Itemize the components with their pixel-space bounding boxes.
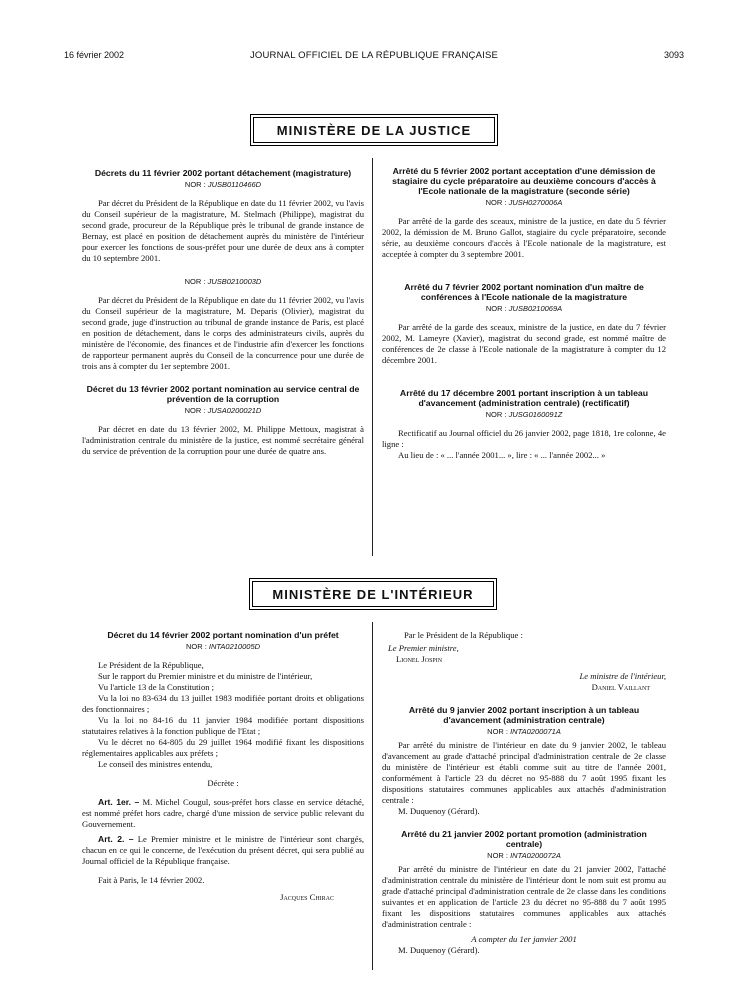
nor-reference: NOR : JUSB0210069A <box>485 304 563 313</box>
arrete-title: Arrêté du 17 décembre 2001 portant inscription à un tableau d'avancement (administration centrale) (rectificatif) <box>399 388 649 408</box>
signer-name: Jacques Chirac <box>280 892 334 902</box>
ministry-title-justice: MINISTÈRE DE LA JUSTICE <box>253 117 495 143</box>
arrete-title: Arrêté du 9 janvier 2002 portant inscription à un tableau d'avancement (administration centrale) <box>408 705 640 725</box>
arrete-text: Par arrêté de la garde des sceaux, ministre de la justice, en date du 7 février 2002, M. Lameyre (Xavier), magistrat du second grade, est nommé maître de conférences de 2e classe à l'Ecole nationale de la magistrature à compter du 12 décembre 2001. <box>382 322 666 365</box>
nor-reference: NOR : JUSA0200021D <box>184 406 262 415</box>
column-divider <box>372 622 373 970</box>
pm-title: Le Premier ministre, <box>388 643 459 653</box>
running-header <box>64 50 684 64</box>
column-divider <box>372 158 373 556</box>
visa-line: Vu l'article 13 de la Constitution ; <box>98 682 215 692</box>
nor-reference: NOR : INTA0200072A <box>487 851 561 860</box>
header-page-number: 3093 <box>663 50 684 60</box>
person-name: M. Duquenoy (Gérard). <box>398 806 480 816</box>
rectificatif-text: Rectificatif au Journal officiel du 26 janvier 2002, page 1818, 1re colonne, 4e ligne : <box>382 428 666 449</box>
nor-reference: NOR : JUSB0210003D <box>184 277 262 286</box>
decree-text: Par décret en date du 13 février 2002, M. Philippe Mettoux, magistrat à l'administration centrale du ministère de la justice, est nommé secrétaire général du service de prévention de la corruption pour une durée de quatre ans. <box>82 424 364 456</box>
article-1: Art. 1er. – M. Michel Cougul, sous-préfet hors classe en service détaché, est nommé préfet hors cadre, chargé d'une mission de service public relevant du Gouvernement. <box>82 797 365 829</box>
decree-title: Décret du 14 février 2002 portant nomination d'un préfet <box>107 630 339 640</box>
countersign-intro: Par le Président de la République : <box>404 630 523 640</box>
decrete-heading: Décrète : <box>207 778 239 788</box>
ministry-box-justice <box>250 114 498 146</box>
preamble-line: Sur le rapport du Premier ministre et du ministre de l'intérieur, <box>98 671 313 681</box>
arrete-title: Arrêté du 7 février 2002 portant nomination d'un maître de conférences à l'Ecole nationale de la magistrature <box>404 282 644 302</box>
nor-reference: NOR : JUSG0160091Z <box>485 410 563 419</box>
arrete-title: Arrêté du 5 février 2002 portant acceptation d'une démission de stagiaire du cycle préparatoire au deuxième concours d'accès à l'Ecole nationale de la magistrature (seconde série) <box>392 166 656 196</box>
decree-text: Par décret du Président de la République en date du 11 février 2002, vu l'avis du Conseil supérieur de la magistrature, M. Stelmach (Philippe), magistrat du second grade, procureur de la République près le tribunal de grande instance de Bernay, est placé en position de détachement auprès du ministère de l'intérieur pour exercer les fonctions de sous-préfet pour une durée de deux ans à compter du 10 septembre 2001. <box>82 198 364 263</box>
justice-right-column <box>382 166 666 461</box>
preamble-line: Le Président de la République, <box>98 660 204 670</box>
visa-line: Le conseil des ministres entendu, <box>98 759 213 769</box>
minister-name: Daniel Vaillant <box>591 682 650 692</box>
header-journal-title: JOURNAL OFFICIEL DE LA RÉPUBLIQUE FRANÇAISE <box>249 50 499 61</box>
ministry-title-interieur: MINISTÈRE DE L'INTÉRIEUR <box>252 581 494 607</box>
signature-date: Fait à Paris, le 14 février 2002. <box>98 875 205 885</box>
arrete-text: Par arrêté du ministre de l'intérieur en date du 9 janvier 2002, le tableau d'avancement au grade d'attaché principal d'administration centrale de 2e classe du ministère de l'intérieur est établi comme suit au titre de l'année 2001, conformément à l'article 23 du décret no 95-888 du 7 août 1995 fixant les dispositions statutaires communes applicables aux attachés d'administration centrale : <box>382 740 666 805</box>
header-date: 16 février 2002 <box>64 50 125 60</box>
interieur-right-column <box>382 630 666 956</box>
nor-reference: NOR : JUSH0270006A <box>485 198 563 207</box>
effective-date: A compter du 1er janvier 2001 <box>471 934 577 944</box>
arrete-title: Arrêté du 21 janvier 2002 portant promotion (administration centrale) <box>401 829 647 849</box>
decree-text: Par décret du Président de la République en date du 11 février 2002, vu l'avis du Conseil supérieur de la magistrature, M. Deparis (Olivier), magistrat du second grade, juge d'instruction au tribunal de grande instance de Paris, est placé en position de détachement, dans le corps des administrateurs civils, auprès du ministère de l'économie, des finances et de l'industrie afin d'exercer les fonctions de rapporteur permanent auprès du Conseil de la concurrence pour une durée de trois ans à compter du 1er septembre 2001. <box>82 295 364 371</box>
decree-title: Décrets du 11 février 2002 portant détachement (magistrature) <box>94 168 352 178</box>
arrete-text: Par arrêté de la garde des sceaux, ministre de la justice, en date du 5 février 2002, la démission de M. Bruno Gallot, stagiaire du cycle préparatoire, seconde série, au deuxième concours d'accès à l'Ecole nationale de la magistrature, est acceptée à compter du 3 septembre 2001. <box>382 216 666 259</box>
arrete-text: Par arrêté du ministre de l'intérieur en date du 21 janvier 2002, l'attaché d'administration centrale du ministère de l'intérieur dont le nom suit est promu au grade d'attaché principal d'administration centrale de 2e classe dans les conditions suivantes et en application de l'article 23 du décret no 95-888 du 7 août 1995 fixant les dispositions statutaires communes applicables aux attachés d'administration centrale : <box>382 864 666 929</box>
article-2: Art. 2. – Le Premier ministre et le ministre de l'intérieur sont chargés, chacun en ce qui le concerne, de l'exécution du présent décret, qui sera publié au Journal officiel de la République française. <box>82 834 364 866</box>
interieur-left-column <box>82 630 364 903</box>
visa-line: Vu la loi no 83-634 du 13 juillet 1983 modifiée portant droits et obligations des fonctionnaires ; <box>82 693 364 714</box>
pm-name: Lionel Jospin <box>396 654 443 664</box>
visa-line: Vu la loi no 84-16 du 11 janvier 1984 modifiée portant dispositions statutaires relatives à la fonction publique de l'Etat ; <box>82 715 364 736</box>
nor-reference: NOR : JUSB0110466D <box>184 180 262 189</box>
minister-title: Le ministre de l'intérieur, <box>579 671 666 681</box>
justice-left-column <box>82 168 364 457</box>
rectificatif-correction: Au lieu de : « ... l'année 2001... », lire : « ... l'année 2002... » <box>398 450 606 460</box>
person-name: M. Duquenoy (Gérard). <box>398 945 480 955</box>
ministry-box-interieur <box>249 578 497 610</box>
visa-line: Vu le décret no 64-805 du 29 juillet 1964 modifié fixant les dispositions réglementaires applicables aux préfets ; <box>82 737 364 758</box>
nor-reference: NOR : INTA0200071A <box>487 727 561 736</box>
decree-title: Décret du 13 février 2002 portant nomination au service central de prévention de la corruption <box>86 384 360 404</box>
nor-reference: NOR : INTA0210005D <box>185 642 261 651</box>
